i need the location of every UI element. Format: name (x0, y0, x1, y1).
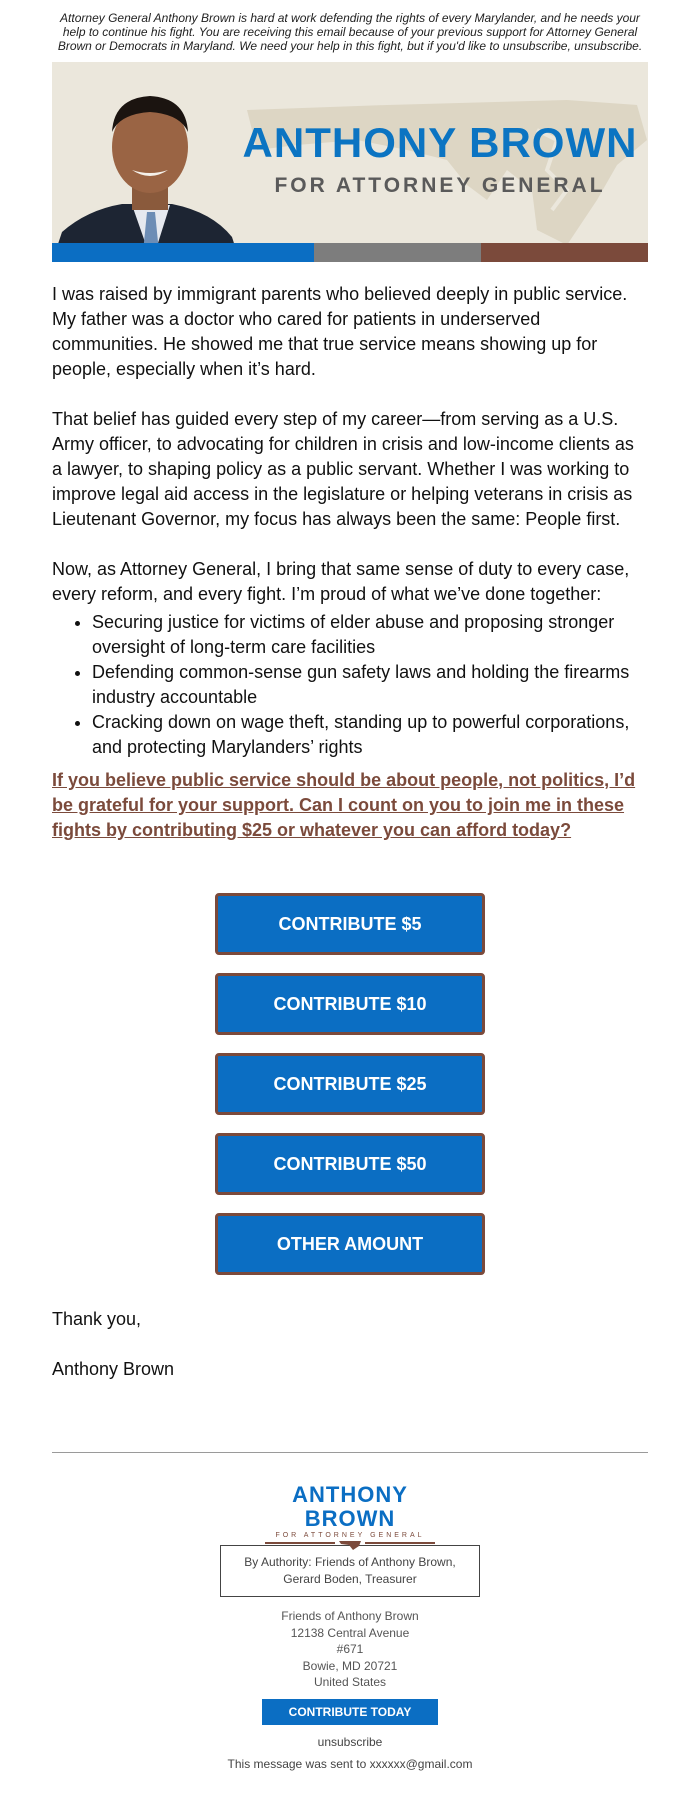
list-item: • Securing justice for victims of elder abuse and proposing stronger oversight of long-term care facilities (92, 610, 648, 660)
donate-cta-link[interactable]: If you believe public service should be about people, not politics, I’d be grateful for your support. Can I count on you to join me in these fights by contributing $25 or whatever you can afford today? (52, 770, 636, 840)
footer-logo-rule (265, 1541, 435, 1551)
footer-logo-subtitle: FOR ATTORNEY GENERAL (275, 1532, 425, 1539)
banner-stripe-brown (481, 243, 648, 262)
contribute-5-button[interactable]: CONTRIBUTE $5 (215, 893, 485, 955)
paragraph-career: That belief has guided every step of my career—from serving as a U.S. Army officer, to advocating for children in crisis and low-income clients as a lawyer, to shaping policy as a public servant. Whether I was working to improve legal aid access in the legislature or helping veterans in crisis as Lieutenant Governor, my focus has always been the same: People first. (52, 409, 634, 529)
candidate-photo (52, 62, 252, 262)
thanks-text: Thank you, (52, 1309, 142, 1329)
contribute-50-button[interactable]: CONTRIBUTE $50 (215, 1133, 485, 1195)
footer-logo (250, 1482, 450, 1539)
donation-buttons (52, 893, 648, 1275)
authority-line: Gerard Boden, Treasurer (283, 1572, 417, 1586)
paid-for-by-box (220, 1545, 480, 1597)
footer-divider (52, 1452, 648, 1453)
address-line: 12138 Central Avenue (290, 1625, 410, 1640)
banner-subtitle: FOR ATTORNEY GENERAL (274, 174, 606, 197)
paragraph-ag: Now, as Attorney General, I bring that same sense of duty to every case, every reform, and every fight. I’m proud of what we’ve done together: (52, 559, 630, 604)
address-line: Friends of Anthony Brown (281, 1609, 419, 1623)
banner-stripe-blue (52, 243, 314, 262)
address-line: #671 (336, 1642, 364, 1656)
mailing-address (52, 1608, 648, 1691)
other-amount-button[interactable]: OTHER AMOUNT (215, 1213, 485, 1275)
list-item: • Defending common-sense gun safety laws and holding the firearms industry accountable (92, 660, 648, 710)
preheader-text: Attorney General Anthony Brown is hard at work defending the rights of every Marylander, and he needs your help to continue his fight. You are receiving this email because of your previous support for Attorney General Brown or Democrats in Maryland. We need your help in this fight, but if you'd like to unsubscribe, unsubscribe. (57, 11, 643, 53)
letter-body (52, 282, 648, 843)
accomplishments-list (52, 610, 648, 760)
contribute-10-button[interactable]: CONTRIBUTE $10 (215, 973, 485, 1035)
footer-logo-name: ANTHONY BROWN (292, 1482, 408, 1531)
banner-stripe-grey (314, 243, 481, 262)
banner-title: ANTHONY BROWN (242, 119, 638, 166)
header-banner (52, 62, 648, 262)
signoff (52, 1307, 648, 1382)
footer (52, 1483, 648, 1772)
address-line: Bowie, MD 20721 (302, 1658, 398, 1673)
authority-line: By Authority: Friends of Anthony Brown, (244, 1555, 456, 1569)
email-container (52, 0, 648, 1772)
recipient-notice: This message was sent to xxxxxx@gmail.com (227, 1756, 473, 1771)
signature-name: Anthony Brown (52, 1359, 175, 1379)
contribute-25-button[interactable]: CONTRIBUTE $25 (215, 1053, 485, 1115)
contribute-today-button[interactable]: CONTRIBUTE TODAY (262, 1699, 438, 1725)
unsubscribe-link[interactable]: unsubscribe (317, 1734, 383, 1749)
paragraph-intro: I was raised by immigrant parents who believed deeply in public service. My father was a doctor who cared for patients in underserved communities. He showed me that true service means showing up for people, especially when it’s hard. (52, 284, 628, 379)
address-line: United States (313, 1675, 387, 1689)
list-item: • Cracking down on wage theft, standing up to powerful corporations, and protecting Marylanders’ rights (92, 710, 648, 760)
